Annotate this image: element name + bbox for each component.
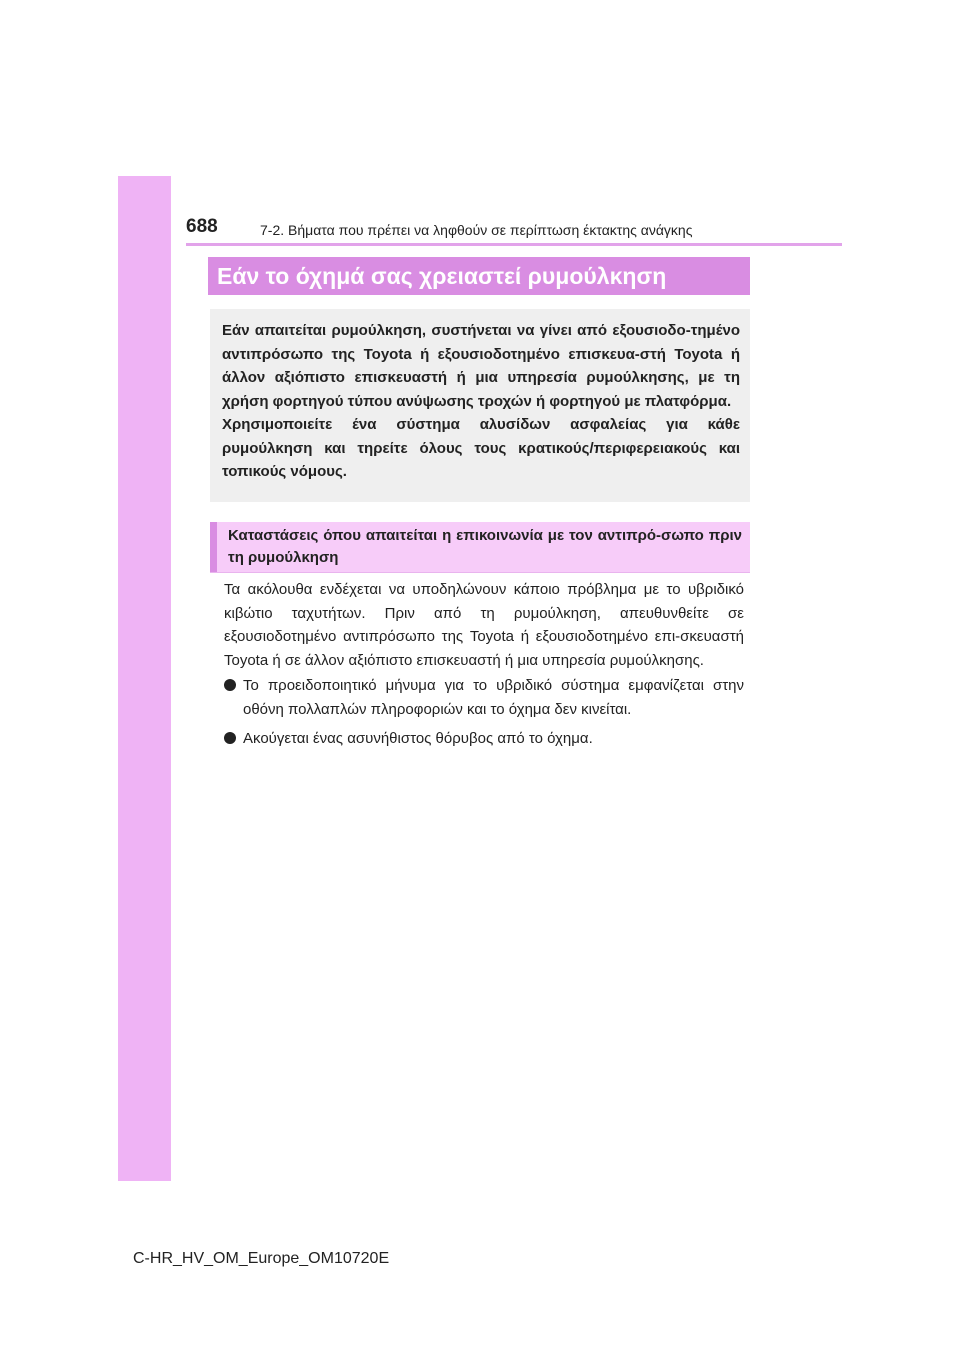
notice-box	[210, 309, 750, 502]
section-title: Εάν το όχημά σας χρειαστεί ρυμούλκηση	[208, 257, 750, 295]
header-rule	[186, 243, 842, 246]
page-number: 688	[186, 216, 218, 237]
list-item	[224, 674, 744, 721]
bullet-dot-icon	[224, 679, 236, 691]
list-item-text: Το προειδοποιητικό μήνυμα για το υβριδικό σύστημα εμφανίζεται στην οθόνη πολλαπλών πληροφοριών και το όχημα δεν κινείται.	[243, 677, 744, 718]
bullet-list	[224, 674, 744, 751]
bullet-dot-icon	[224, 732, 236, 744]
list-item-text: Ακούγεται ένας ασυνήθιστος θόρυβος από το όχημα.	[243, 730, 593, 747]
intro-paragraph: Τα ακόλουθα ενδέχεται να υποδηλώνουν κάποιο πρόβλημα με το υβριδικό κιβώτιο ταχυτήτων. Πριν από τη ρυμούλκηση, απευθυνθείτε σε εξουσιοδοτημένο αντιπρόσωπο της Toyota ή εξουσιοδοτημένο επι-σκευαστή Toyota ή σε άλλον αξιόπιστο επισκευαστή ή μια υπηρεσία ρυμούλκησης.	[224, 581, 744, 669]
notice-paragraph-1: Εάν απαιτείται ρυμούλκηση, συστήνεται να γίνει από εξουσιοδο-τημένο αντιπρόσωπο της Toyota ή εξουσιοδοτημένο επισκευα-στή Toyota ή άλλον αξιόπιστο επισκευαστή ή μια υπηρεσία ρυμούλκησης, με τη χρήση φορτηγού τύπου ανύψωσης τροχών ή φορτηγού με πλατφόρμα.	[222, 322, 740, 410]
subsection-rule	[210, 572, 750, 573]
footer-doc-code: C-HR_HV_OM_Europe_OM10720E	[133, 1250, 390, 1267]
chapter-heading: 7-2. Βήματα που πρέπει να ληφθούν σε περίπτωση έκτακτης ανάγκης	[260, 222, 693, 238]
list-item	[224, 727, 744, 751]
subsection-heading: Καταστάσεις όπου απαιτείται η επικοινωνία με τον αντιπρό-σωπο πριν τη ρυμούλκηση	[210, 522, 750, 572]
body-text	[224, 578, 744, 757]
side-tab	[118, 176, 171, 1181]
notice-paragraph-2: Χρησιμοποιείτε ένα σύστημα αλυσίδων ασφαλείας για κάθε ρυμούλκηση και τηρείτε όλους τους κρατικούς/περιφερειακούς και τοπικούς νόμους.	[222, 416, 740, 480]
